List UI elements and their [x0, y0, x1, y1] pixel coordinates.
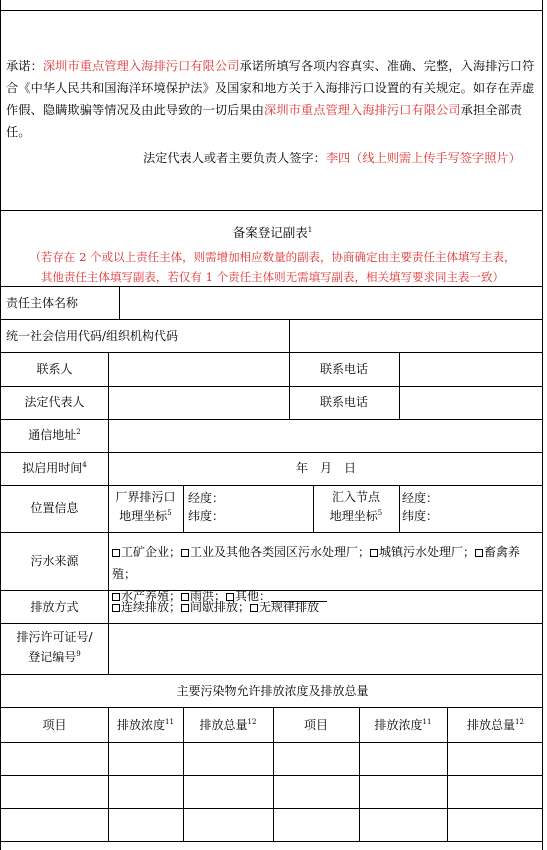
credit-code-label: 统一社会信用代码/组织机构代码 — [6, 329, 179, 343]
header-item: 项目 — [42, 718, 67, 732]
node-longitude: 经度： — [402, 491, 439, 505]
footnote-mark: 9 — [76, 650, 81, 658]
header-concentration — [359, 718, 447, 733]
start-time-value: 年 月 日 — [295, 461, 356, 475]
footnote-mark: 5 — [377, 509, 383, 517]
rule — [1, 210, 542, 211]
backup-note-line1: （若存在 2 个或以上责任主体，则需增加相应数量的副表，协商确定由主要责任主体填写主表， — [29, 250, 516, 264]
factory-coord-label — [108, 509, 183, 524]
permit-label-line1: 排污许可证号/ — [16, 630, 93, 644]
rule — [1, 452, 542, 453]
checkbox[interactable] — [475, 549, 483, 557]
discharge-options — [112, 600, 319, 615]
footnote-mark: 12 — [515, 718, 524, 726]
start-time-label — [1, 461, 108, 476]
rule — [1, 775, 542, 776]
rule — [1, 319, 542, 320]
rule — [1, 532, 542, 533]
checkbox[interactable] — [112, 549, 120, 557]
permit-label-line2 — [1, 650, 108, 665]
pledge-text: 承担全部责任。 — [6, 103, 523, 139]
company-name: 深圳市重点管理入海排污口有限公司 — [42, 59, 240, 73]
rule — [1, 707, 542, 708]
header-text: 排放总量 — [467, 718, 516, 732]
option-label: 工业及其他各类园区污水处理厂； — [190, 545, 371, 559]
location-label: 位置信息 — [30, 501, 79, 515]
option-label: 城镇污水处理厂； — [379, 545, 476, 559]
entity-name-label: 责任主体名称 — [6, 296, 79, 310]
option-label: 工矿企业； — [121, 545, 182, 559]
header-text: 排放总量 — [199, 718, 248, 732]
backup-note-line2: 其他责任主体填写副表，若仅有 1 个责任主体则无需填写副表，相关填写要求同主表一致） — [40, 270, 505, 284]
signature-label: 法定代表人或者主要负责人签字： — [143, 151, 326, 165]
col-rule — [119, 286, 120, 319]
checkbox[interactable] — [181, 604, 189, 612]
header-text: 排放浓度 — [117, 718, 166, 732]
footnote-mark: 12 — [247, 718, 257, 726]
header-item: 项目 — [303, 718, 328, 732]
rule — [1, 623, 542, 624]
rule-top — [1, 10, 542, 11]
footnote-mark: 1 — [307, 225, 313, 234]
col-rule — [183, 485, 184, 532]
legal-phone-label: 联系电话 — [319, 395, 368, 409]
discharge-label: 排放方式 — [30, 600, 79, 614]
backup-title — [1, 225, 544, 241]
footnote-mark: 11 — [422, 718, 432, 726]
footnote-mark: 11 — [165, 718, 174, 726]
node-label: 汇入节点 — [331, 490, 380, 504]
node-coord-text: 地理坐标 — [329, 509, 378, 523]
header-total — [183, 718, 273, 733]
permit-label-text: 登记编号 — [28, 650, 77, 664]
header-text: 排放浓度 — [374, 718, 423, 732]
rule — [1, 674, 542, 675]
option-label: 连续排放； — [121, 600, 182, 614]
start-time-label-text: 拟启用时间 — [22, 461, 83, 475]
contact-phone-label: 联系电话 — [319, 362, 368, 376]
footnote-mark: 2 — [76, 428, 81, 436]
checkbox[interactable] — [181, 549, 189, 557]
col-rule — [289, 319, 290, 352]
node-latitude: 纬度： — [402, 509, 439, 523]
rule — [1, 419, 542, 420]
pledge-lead: 承诺： — [6, 59, 43, 73]
legal-rep-label: 法定代表人 — [24, 395, 85, 409]
factory-coord-text: 地理坐标 — [119, 509, 168, 523]
node-coord-label — [313, 509, 399, 524]
factory-latitude: 纬度： — [188, 509, 225, 523]
factory-outlet-label: 厂界排污口 — [115, 490, 176, 504]
backup-title-text: 备案登记副表 — [232, 225, 308, 240]
col-rule — [399, 352, 400, 419]
factory-longitude: 经度： — [188, 491, 225, 505]
option-label: 其他： — [235, 589, 272, 603]
option-label: 无规律排放 — [259, 600, 320, 614]
checkbox[interactable] — [112, 604, 120, 612]
checkbox[interactable] — [370, 549, 378, 557]
address-label-text: 通信地址 — [28, 428, 77, 442]
address-label — [1, 428, 108, 443]
option-label: 雨洪； — [190, 589, 227, 603]
footnote-mark: 5 — [167, 509, 172, 517]
rule — [1, 742, 542, 743]
signature-line — [143, 151, 521, 166]
rule — [1, 386, 542, 387]
option-label: 畜禽养殖； — [112, 545, 521, 581]
pollutants-title: 主要污染物允许排放浓度及排放总量 — [176, 684, 369, 698]
checkbox[interactable] — [250, 604, 258, 612]
pledge-paragraph — [6, 55, 536, 143]
col-rule — [399, 485, 400, 532]
rule — [1, 485, 542, 486]
contact-label: 联系人 — [36, 362, 73, 376]
option-label: 水产养殖； — [121, 589, 182, 603]
pledge-text: 承诺所填写各项内容真实、准确、完整，入海排污口符合《中华人民共和国海洋环境保护法》及国家和地方关于入海排污口设置的有关规定。如存在弄虚作假、隐瞒欺骗等情况及由此导致的一切后果由 — [6, 59, 535, 117]
option-label: 间歇排放； — [190, 600, 251, 614]
rule — [1, 808, 542, 809]
company-name: 深圳市重点管理入海排污口有限公司 — [264, 103, 461, 117]
header-concentration — [108, 718, 183, 733]
header-total — [447, 718, 544, 733]
signature-value: 李四（线上则需上传手写签字照片） — [325, 151, 521, 165]
source-label: 污水来源 — [30, 554, 79, 568]
rule-bottom — [1, 841, 542, 842]
source-options — [112, 541, 542, 607]
footnote-mark: 4 — [82, 461, 87, 469]
rule — [1, 352, 542, 353]
